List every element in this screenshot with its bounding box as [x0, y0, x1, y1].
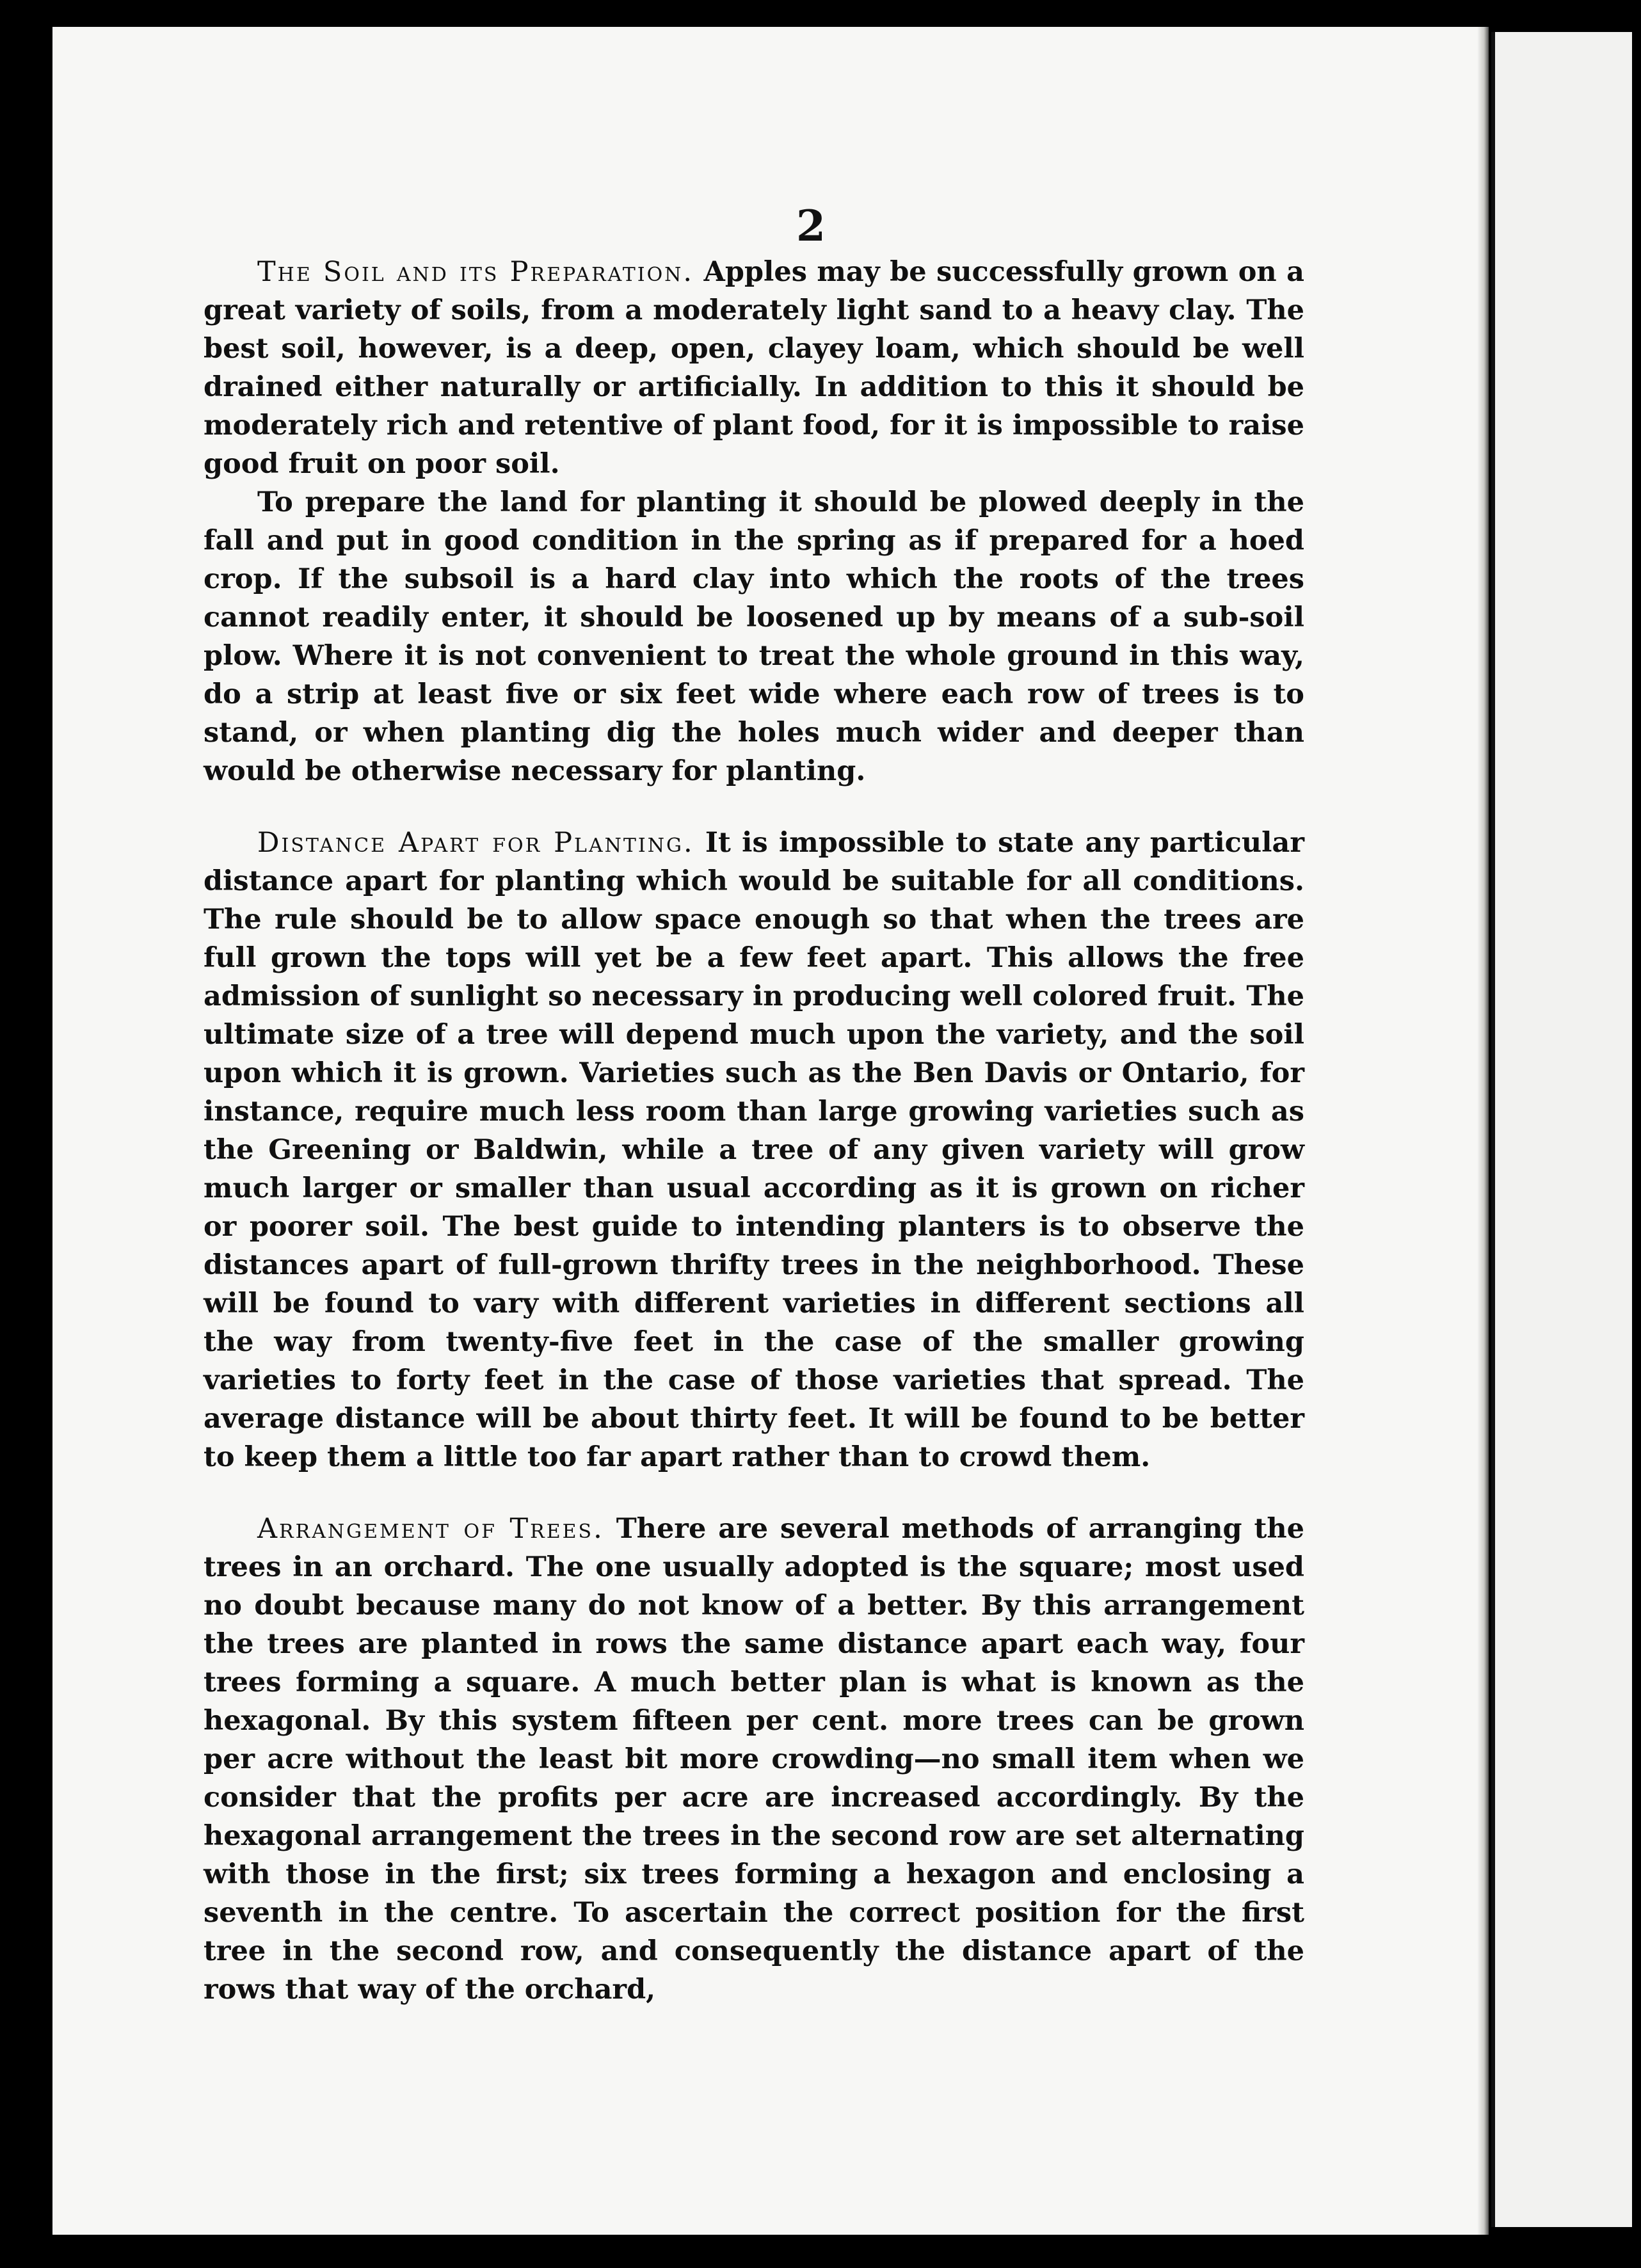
text-arrangement-1: There are several methods of arranging the trees in an orchard. The one usually adopted is the square; most used no doubt because many do not know of a better. By this arrangement the trees are planted in rows the same distance apart each way, four trees forming a square. A much better plan is what is known as the hexagonal. By this system fifteen per cent. more trees can be grown per acre without the least bit more crowding—no small item when we consider that the profits per acre are increased accordingly. By the hexagonal arrangement the trees in the second row are set alternating with those in the first; six trees forming a hexagon and enclosing a seventh in the centre. To ascertain the correct position for the first tree in the second row, and consequently the distance apart of the rows that way of the orchard, — [204, 1513, 1304, 2006]
page-fold-shadow — [1477, 27, 1489, 2235]
section-distance-paragraph — [204, 824, 1304, 1476]
text-distance-1: It is impossible to state any particular distance apart for planting which would be suitable for all conditions. The rule should be to allow space enough so that when the trees are full grown the tops will yet be a few feet apart. This allows the free admission of sunlight so necessary in producing well colored fruit. The ultimate size of a tree will depend much upon the variety, and the soil upon which it is grown. Varieties such as the Ben Davis or Ontario, for instance, require much less room than large growing varieties such as the Greening or Baldwin, while a tree of any given variety will grow much larger or smaller than usual according as it is grown on richer or poorer soil. The best guide to intending planters is to observe the distances apart of full-grown thrifty trees in the neighborhood. These will be found to vary with different varieties in different sections all the way from twenty-five feet in the case of the smaller growing varieties to forty feet in the case of those varieties that spread. The average distance will be about thirty feet. It will be found to be better to keep them a little too far apart rather than to crowd them. — [204, 827, 1304, 1473]
section-soil-paragraph-2 — [204, 483, 1304, 790]
heading-distance: Distance Apart for Planting. — [257, 827, 694, 859]
section-gap — [204, 1476, 1304, 1510]
section-arrangement-paragraph — [204, 1510, 1304, 2009]
text-soil-2: To prepare the land for planting it should be plowed deeply in the fall and put in good condition in the spring as if prepared for a hoed crop. If the subsoil is a hard clay into which the roots of the trees cannot readily enter, it should be loosened up by means of a sub-soil plow. Where it is not convenient to treat the whole ground in this way, do a strip at least five or six feet wide where each row of trees is to stand, or when planting dig the holes much wider and deeper than would be otherwise necessary for planting. — [204, 486, 1304, 787]
next-page-edge — [1491, 32, 1632, 2227]
heading-soil: The Soil and its Preparation. — [257, 256, 694, 288]
section-gap — [204, 790, 1304, 824]
heading-arrangement: Arrangement of Trees. — [257, 1513, 604, 1545]
text-soil-1: Apples may be successfully grown on a great variety of soils, from a moderately light sand to a heavy clay. The best soil, however, is a deep, open, clayey loam, which should be well drained either naturally or artificially. In addition to this it should be moderately rich and retentive of plant food, for it is impossible to raise good fruit on poor soil. — [204, 256, 1304, 480]
section-soil-paragraph-1 — [204, 253, 1304, 483]
page-number: 2 — [796, 201, 826, 251]
document-body — [204, 253, 1304, 2009]
